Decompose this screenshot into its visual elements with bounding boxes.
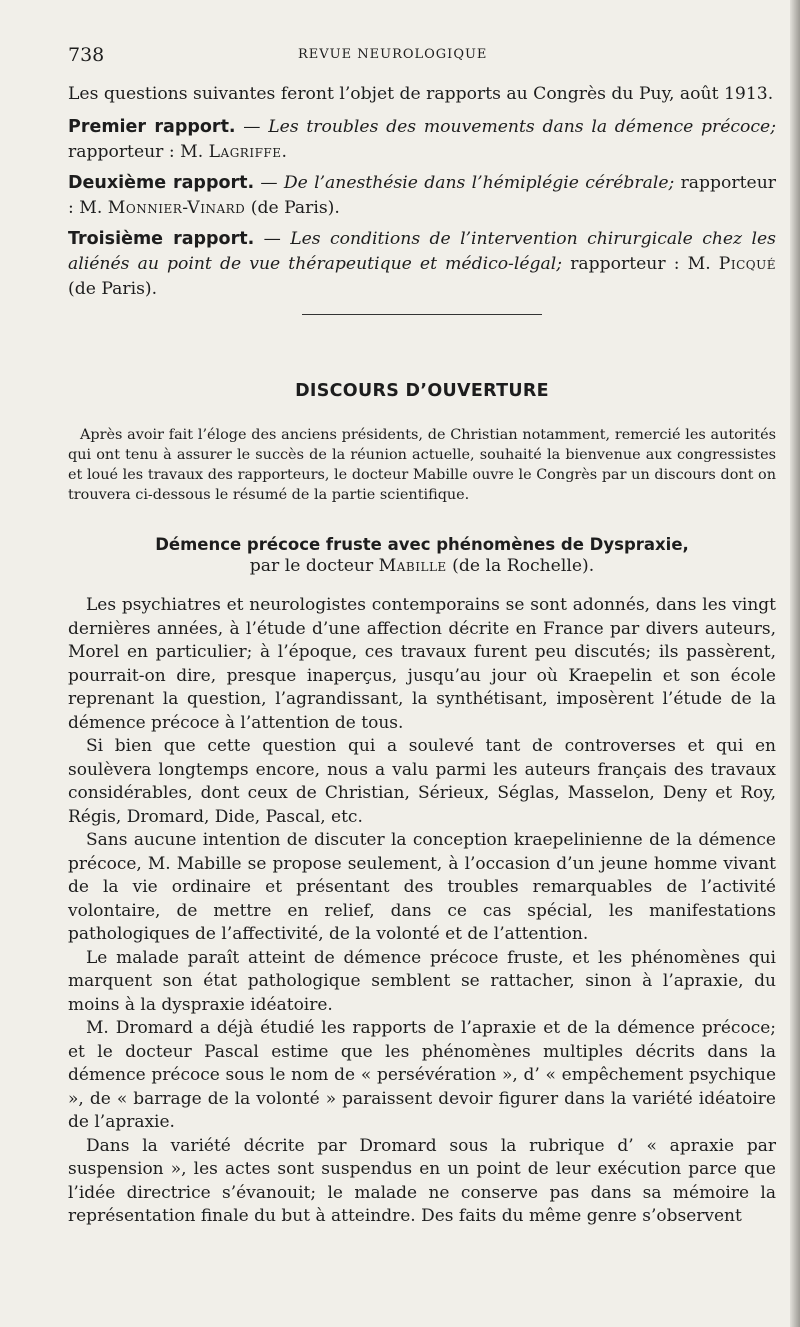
rapporteur-name: Monnier-Vinard (107, 198, 246, 218)
page-number: 738 (68, 44, 105, 66)
dash: — (235, 117, 269, 137)
article-paragraph: Si bien que cette question qui a soulevé tant de controverses et qui en soulèvera longtemps encore, nous a valu parmi les auteurs français des travaux considérables, dont ceux de Christian, Sérieux, Séglas, Masselon, Deny et Roy, Régis, Dromard, Dide, Pascal, etc. (68, 736, 776, 827)
running-head (68, 44, 776, 66)
report-post-name: (de Paris). (68, 279, 158, 299)
report-2 (68, 171, 776, 221)
report-post-name: . (281, 142, 287, 162)
byline-suffix: (de la Rochelle). (446, 556, 595, 576)
page-edge-shadow (790, 0, 800, 1327)
article-title: Démence précoce fruste avec phénomènes de Dyspraxie, (155, 535, 689, 554)
report-pre-name: rapporteur : M. (562, 254, 719, 274)
journal-title: REVUE NEUROLOGIQUE (298, 47, 488, 62)
dash: — (254, 229, 291, 249)
report-label: Deuxième rapport. (68, 173, 255, 193)
section-divider (302, 314, 542, 315)
rapporteur-name: Lagriffe (208, 142, 282, 162)
byline-prefix: par le docteur (249, 556, 379, 576)
report-title: Les troubles des mouvements dans la démence précoce; (268, 117, 776, 137)
report-1 (68, 115, 776, 165)
report-pre-name: rapporteur : M. (68, 173, 776, 218)
dash: — (254, 173, 284, 193)
rapporteur-name: Picqué (718, 254, 776, 274)
report-3 (68, 227, 776, 302)
report-label: Troisième rapport. (68, 229, 255, 249)
section-summary: Après avoir fait l’éloge des anciens présidents, de Christian notamment, remercié les autorités qui ont tenu à assurer le succès de la réunion actuelle, souhaité la bienvenue aux congressistes et loué les travaux des rapporteurs, le docteur Mabille ouvre le Congrès par un discours dont on trouvera ci-dessous le résumé de la partie scientifique. (68, 427, 776, 503)
article-byline (68, 554, 776, 578)
report-post-name: (de Paris). (245, 198, 340, 218)
report-label: Premier rapport. (68, 117, 236, 137)
intro-paragraph: Les questions suivantes feront l’objet de rapports au Congrès du Puy, août 1913. (68, 84, 774, 104)
report-pre-name: rapporteur : M. (68, 142, 209, 162)
article-paragraph: Les psychiatres et neurologistes contemporains se sont adonnés, dans les vingt dernières années, à l’étude d’une affection décrite en France par divers auteurs, Morel en particulier; à l’époque, ces travaux furent peu discutés; ils passèrent, pourrait-on dire, presque inaperçus, jusqu’au jour où Kraepelin et son école reprenant la question, l’agrandissant, la synthétisant, imposèrent l’étude de la démence précoce à l’attention de tous. (68, 595, 776, 733)
article-paragraph: Le malade paraît atteint de démence précoce fruste, et les phénomènes qui marquent son état pathologique semblent se rattacher, sinon à l’apraxie, du moins à la dyspraxie idéatoire. (68, 947, 776, 1015)
article-paragraph: M. Dromard a déjà étudié les rapports de l’apraxie et de la démence précoce; et le docteur Pascal estime que les phénomènes multiples décrits dans la démence précoce sous le nom de « persévération », d’ « empêchement psychique », de « barrage de la volonté » paraissent devoir figurer dans la variété idéatoire de l’apraxie. (68, 1018, 776, 1132)
article-paragraph: Sans aucune intention de discuter la conception kraepelinienne de la démence précoce, M. Mabille se propose seulement, à l’occasion d’un jeune homme vivant de la vie ordinaire et présentant des troubles remarquables de l’activité volontaire, de mettre en relief, dans ce cas spécial, les manifestations pathologiques de l’affectivité, de la volonté et de l’attention. (68, 830, 776, 944)
article-paragraph: Dans la variété décrite par Dromard sous la rubrique d’ « apraxie par suspension », les actes sont suspendus en un point de leur exécution parce que l’idée directrice s’évanouit; le malade ne conserve pas dans sa mémoire la représentation finale du but à atteindre. Des faits du même genre s’observent (68, 1135, 776, 1226)
page-body (68, 82, 776, 1229)
section-title: DISCOURS D’OUVERTURE (295, 381, 549, 401)
report-title: De l’anesthésie dans l’hémiplégie cérébrale; (283, 173, 675, 193)
author-name: Mabille (378, 556, 447, 576)
report-title: Les conditions de l’intervention chirurgicale chez les aliénés au point de vue thérapeutique et médico-légal; (68, 229, 776, 274)
